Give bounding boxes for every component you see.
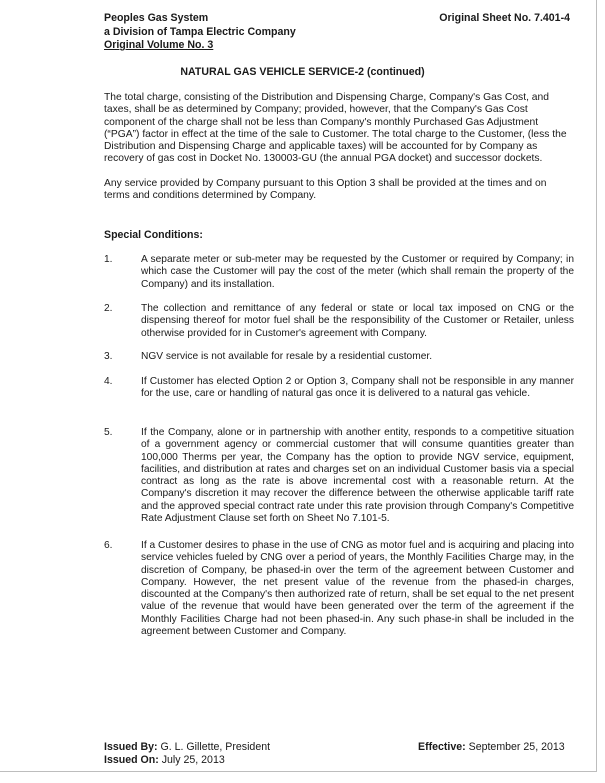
company-name: Peoples Gas System: [104, 12, 209, 24]
condition-number: 2.: [104, 303, 113, 314]
issued-by-value: G. L. Gillette, President: [160, 741, 271, 753]
company-division: a Division of Tampa Electric Company: [104, 25, 296, 38]
condition-number: 3.: [104, 351, 113, 362]
footer-effective: [418, 741, 565, 754]
issued-on-label: Issued On:: [104, 754, 159, 766]
condition-text: A separate meter or sub-meter may be requested by the Customer or required by Company; in which case the Customer will pay the cost of the meter (which shall remain the property of the Company) and its installation.: [141, 254, 574, 290]
effective-value: September 25, 2013: [468, 741, 565, 753]
issued-on-line: [104, 754, 270, 767]
paragraph-option-3: Any service provided by Company pursuant to this Option 3 shall be provided at the times and on terms and conditions determined by Company.: [104, 178, 547, 202]
header-company-block: [104, 12, 296, 53]
condition-number: 4.: [104, 376, 113, 387]
issued-on-value: July 25, 2013: [161, 754, 225, 766]
condition-number: 1.: [104, 254, 113, 265]
condition-text: If a Customer desires to phase in the use of CNG as motor fuel and is acquiring and placing into service vehicles fueled by CNG over a period of years, the Monthly Facilities Charge may, in the discretion of Company, be phased-in over the term of the agreement between Customer and Company. However, the net present value of the revenue from the phased-in charges, discounted at the Company's then authorized rate of return, shall be set equal to the net present value of the revenue that would have been generated over the term of the agreement if the Monthly Facilities Charge had not been phased-in. Any such phase-in shall be included in the agreement between Customer and Company.: [141, 540, 574, 638]
paragraph-total-charge: The total charge, consisting of the Distribution and Dispensing Charge, Company's Gas Cost, and taxes, shall be as determined by Company; provided, however, that the Company's Gas Cost component of the charge shall not be less than Company's monthly Purchased Gas Adjustment (“PGA”) factor in effect at the time of the sale to Customer. The total charge to the Customer, (less the Distribution and Dispensing Charge and applicable taxes) will be accounted for by Company as recovery of gas cost in Docket No. 130003-GU (the annual PGA docket) and successor dockets.: [104, 92, 567, 165]
condition-text: The collection and remittance of any federal or state or local tax imposed on CNG or the dispensing thereof for motor fuel shall be the responsibility of the Customer or Retailer, unless otherwise provided for in Customer's agreement with Company.: [141, 303, 574, 339]
condition-text: If the Company, alone or in partnership with another entity, responds to a competitive situation of a government agency or commercial customer that will consume quantities greater than 100,000 Therms per year, the Company has the option to provide NGV service, equipment, facilities, and distribution at rates and charges set on an individual Customer basis via a special contract as long as the rate is above incremental cost with a reasonable return. At the Company's discretion it may recover the difference between the otherwise applicable tariff rate and the approved special contract rate under this rate provision through Company's Competitive Rate Adjustment Clause set forth on Sheet No 7.101-5.: [141, 427, 574, 525]
footer-issued: [104, 741, 270, 767]
special-conditions-heading: Special Conditions:: [104, 229, 203, 241]
condition-number: 6.: [104, 540, 113, 551]
issued-by-line: [104, 741, 270, 754]
sheet-number: Original Sheet No. 7.401-4: [439, 12, 570, 24]
condition-number: 5.: [104, 427, 113, 438]
page-title: NATURAL GAS VEHICLE SERVICE-2 (continued): [180, 66, 425, 78]
condition-text: NGV service is not available for resale by a residential customer.: [141, 351, 433, 362]
condition-text: If Customer has elected Option 2 or Option 3, Company shall not be responsible in any manner for the use, care or handling of natural gas once it is delivered to a natural gas vehicle.: [141, 376, 574, 400]
issued-by-label: Issued By:: [104, 741, 158, 753]
tariff-volume: Original Volume No. 3: [104, 39, 214, 51]
effective-label: Effective:: [418, 741, 466, 753]
